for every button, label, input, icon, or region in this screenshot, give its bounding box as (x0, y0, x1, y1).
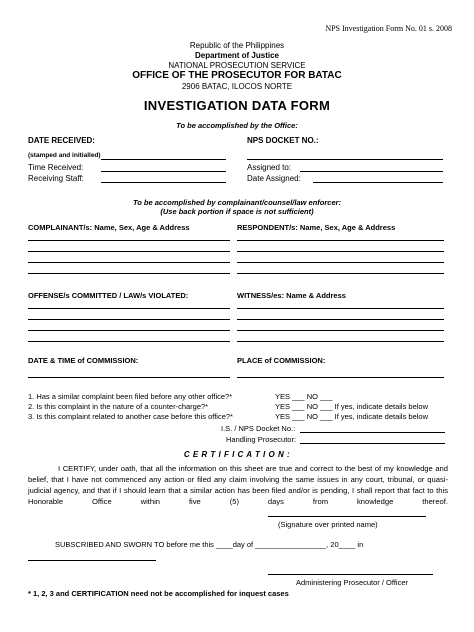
respondent-line[interactable] (237, 273, 444, 274)
date-received-field[interactable] (101, 159, 226, 160)
offense-label: OFFENSE/s COMMITTED / LAW/s VIOLATED: (28, 291, 189, 300)
date-assigned-field[interactable] (313, 182, 443, 183)
stamped-label: (stamped and initialled) (28, 152, 101, 159)
offense-line[interactable] (28, 319, 230, 320)
time-received-field[interactable] (101, 171, 226, 172)
place-line[interactable] (237, 377, 444, 378)
receiving-staff-field[interactable] (101, 182, 226, 183)
date-time-label: DATE & TIME of COMMISSION: (28, 356, 139, 365)
complainants-label: COMPLAINANT/s: Name, Sex, Age & Address (28, 223, 190, 232)
office-note: To be accomplished by the Office: (176, 121, 298, 130)
question-1: 1. Has a similar complaint been filed before any other office?* (28, 392, 233, 401)
receiving-staff-label: Receiving Staff: (28, 174, 84, 183)
signature-field[interactable] (268, 516, 426, 517)
date-assigned-label: Date Assigned: (247, 174, 301, 183)
place-label: PLACE of COMMISSION: (237, 356, 326, 365)
header-line3: NATIONAL PROSECUTION SERVICE (168, 61, 306, 70)
place-of-oath-field[interactable] (28, 560, 156, 561)
is-nps-docket-field[interactable] (300, 432, 445, 433)
respondent-line[interactable] (237, 262, 444, 263)
footnote: * 1, 2, 3 and CERTIFICATION need not be accomplished for inquest cases (28, 589, 289, 598)
witnesses-label: WITNESS/es: Name & Address (237, 291, 346, 300)
witness-line[interactable] (237, 341, 444, 342)
complainant-line[interactable] (28, 240, 230, 241)
witness-line[interactable] (237, 319, 444, 320)
certification-heading: C E R T I F I C A T I O N : (183, 450, 291, 459)
complainant-line[interactable] (28, 251, 230, 252)
header-line1: Republic of the Philippines (189, 41, 285, 50)
complainant-note2: (Use back portion if space is not sufficient) (160, 207, 314, 216)
witness-line[interactable] (237, 308, 444, 309)
respondents-label: RESPONDENT/s: Name, Sex, Age & Address (237, 223, 396, 232)
offense-line[interactable] (28, 308, 230, 309)
question-2: 2. Is this complaint in the nature of a counter-charge?* (28, 402, 209, 411)
assigned-to-label: Assigned to: (247, 163, 292, 172)
is-nps-docket-label: I.S. / NPS Docket No.: (221, 424, 296, 433)
form-number: NPS Investigation Form No. 01 s. 2008 (325, 24, 452, 33)
question-2-answer[interactable]: YES ___ NO ___ If yes, indicate details below (275, 402, 429, 411)
complainant-line[interactable] (28, 262, 230, 263)
question-1-answer[interactable]: YES ___ NO ___ (275, 392, 333, 401)
nps-docket-field[interactable] (247, 159, 443, 160)
form-title: INVESTIGATION DATA FORM (143, 98, 331, 113)
question-3: 3. Is this complaint related to another case before this office?* (28, 412, 233, 421)
certification-body: I CERTIFY, under oath, that all the information on this sheet are true and correct to the best of my knowledge and belief, that I have not commenced any action or filed any claim involving the same issues in any court, tribunal, or quasi-judicial agency, and that if I should learn that a similar action has been filed and/or is pending, I shall report that fact to this Honorable Office within five (5) days from knowledge thereof. (28, 464, 448, 506)
handling-prosecutor-label: Handling Prosecutor: (226, 435, 297, 444)
date-received-label: DATE RECEIVED: (28, 136, 95, 145)
complainant-note1: To be accomplished by complainant/counsel/law enforcer: (132, 198, 342, 207)
assigned-to-field[interactable] (300, 171, 443, 172)
subscribed-text: SUBSCRIBED AND SWORN TO before me this ____day of _________________, 20____ in (55, 540, 364, 549)
offense-line[interactable] (28, 341, 230, 342)
signature-label: (Signature over printed name) (278, 520, 378, 529)
time-received-label: Time Received: (28, 163, 84, 172)
header-line4: OFFICE OF THE PROSECUTOR FOR BATAC (132, 70, 342, 81)
witness-line[interactable] (237, 330, 444, 331)
handling-prosecutor-field[interactable] (300, 443, 445, 444)
question-3-answer[interactable]: YES ___ NO ___ If yes, indicate details below (275, 412, 429, 421)
header-line5: 2906 BATAC, ILOCOS NORTE (181, 82, 293, 91)
administering-label: Administering Prosecutor / Officer (296, 578, 408, 587)
respondent-line[interactable] (237, 240, 444, 241)
date-time-line[interactable] (28, 377, 230, 378)
administering-officer-field[interactable] (268, 574, 433, 575)
offense-line[interactable] (28, 330, 230, 331)
nps-docket-label: NPS DOCKET NO.: (247, 136, 319, 145)
complainant-line[interactable] (28, 273, 230, 274)
header-line2: Department of Justice (194, 51, 280, 60)
respondent-line[interactable] (237, 251, 444, 252)
